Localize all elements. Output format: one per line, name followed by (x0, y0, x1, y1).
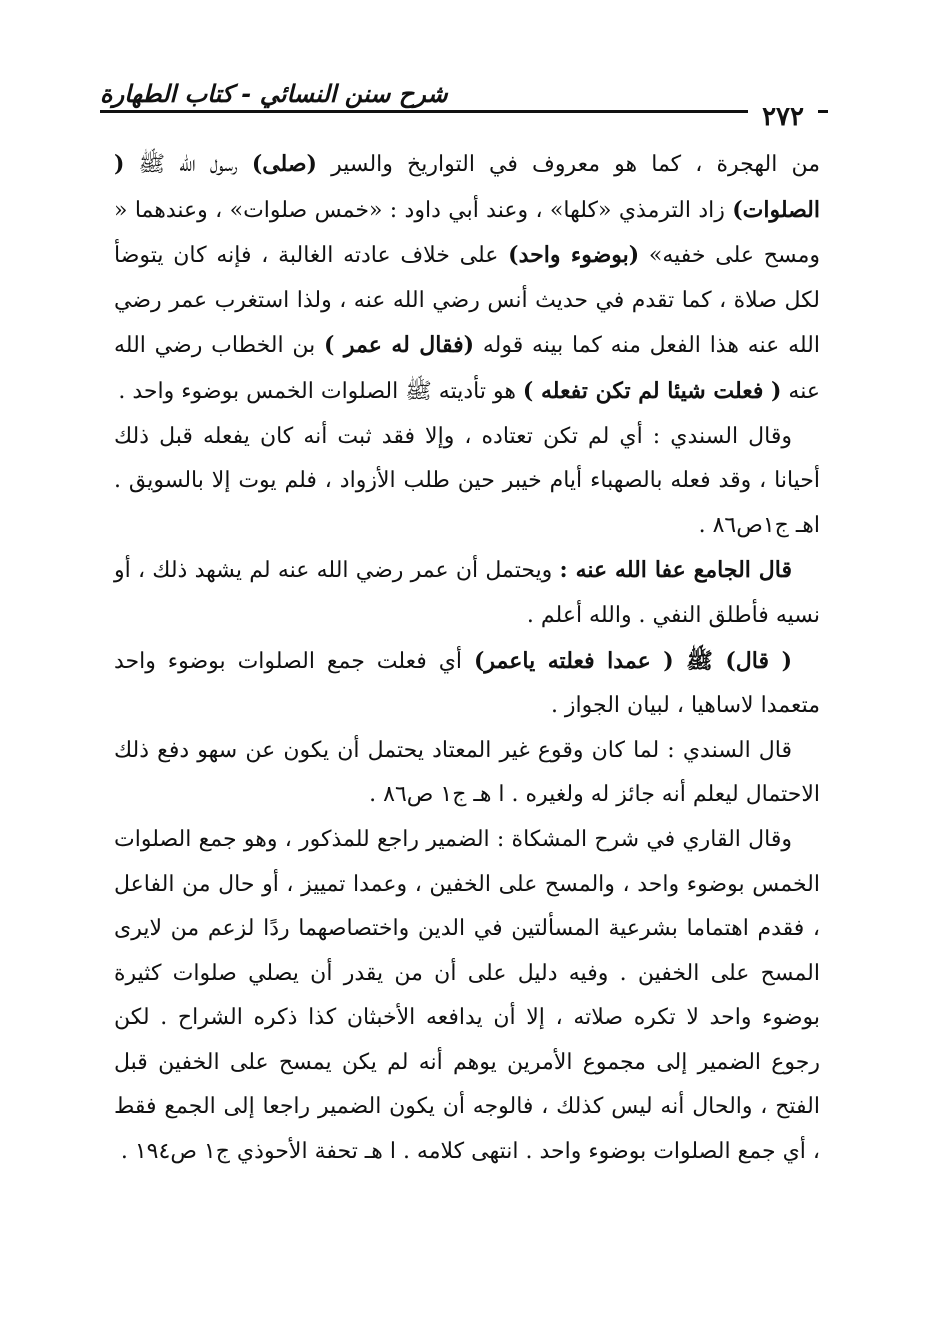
text-run: على خلاف عادته الغالبة ، فإنه كان يتوضأ لكل صلاة ، كما تقدم في حديث أنس رضي الله عنه ، ولذا استغرب عمر رضي الله عنه هذا الفعل منه كما بينه قوله (114, 243, 820, 359)
bold-phrase: ( فعلت شيئا لم تكن تفعله ) (522, 377, 782, 404)
header-rule (100, 110, 828, 113)
text-run: بن الخطاب رضي الله عنه (114, 333, 820, 404)
text-run: من الهجرة ، كما هو معروف في التواريخ والسير (316, 152, 820, 177)
paragraph (114, 142, 820, 415)
bold-phrase: (بوضوء واحد) (508, 242, 640, 269)
bold-phrase: (فقال له عمر ) (324, 332, 475, 359)
text-run: وقال السندي : أي لم تكن تعتاده ، وإلا فقد ثبت أنه كان يفعله قبل ذلك أحيانا ، وقد فعله بالصهباء أيام خيبر حين طلب الأزواد ، فلم يوت إلا بالسويق . اهـ ج١ص٨٦ . (114, 423, 820, 538)
bold-phrase: ( الصلوات) (114, 151, 820, 223)
page-header (100, 72, 828, 132)
running-title: شرح سنن النسائي - كتاب الطهارة (100, 80, 448, 108)
paragraph (114, 818, 820, 1175)
text-run: رسول الله ﷺ (124, 152, 252, 177)
paragraph (114, 639, 820, 729)
bold-phrase: قال الجامع عفا الله عنه : (559, 557, 792, 584)
text-run: وقال القاري في شرح المشكاة : الضمير راجع للمذكور ، وهو جمع الصلوات الخمس بوضوء واحد ، والمسح على الخفين ، وعمدا تمييز ، أو حال من الفاعل ، فقدم اهتماما بشرعية المسألتين في الدين واختصاصهما ردًا لزعم من لايرى المسح على الخفين . وفيه دليل على أن من يقدر أن يصلي صلوات كثيرة بوضوء واحد لا تكره صلاته ، إلا أن يدافعه الأخبثان كذا ذكره الشراح . لكن رجوع الضمير إلى مجموع الأمرين يوهم أنه لم يكن يمسح على الخفين قبل الفتح ، والحال أنه ليس كذلك ، فالوجه أن يكون الضمير راجعا إلى الجمع فقط ، أي جمع الصلوات بوضوء واحد . انتهى كلامه . ا هـ تحفة الأحوذي ج١ ص١٩٤ . (114, 826, 820, 1165)
paragraph (114, 729, 820, 818)
bold-phrase: (صلى) (251, 151, 317, 177)
bold-phrase: ( قال) ﷺ ( عمدا فعلته ياعمر) (473, 647, 792, 674)
text-run: زاد الترمذي «كلها» ، وعند أبي داود : «خمس صلوات» ، وعندهما « ومسح على خفيه» (114, 197, 820, 269)
text-run: ويحتمل أن عمر رضي الله عنه لم يشهد ذلك ، أو نسيه فأطلق النفي . والله أعلم . (114, 558, 820, 628)
text-run: قال السندي : لما كان وقوع غير المعتاد يحتمل أن يكون عن سهو دفع ذلك الاحتمال ليعلم أنه جائز له ولغيره . ا هـ ج١ ص٨٦ . (114, 737, 820, 808)
page-number: ٢٧٢ (748, 102, 818, 132)
paragraph (114, 415, 820, 549)
paragraph (114, 548, 820, 638)
text-run: أي فعلت جمع الصلوات بوضوء واحد متعمدا لاساهيا ، لبيان الجواز . (114, 648, 820, 719)
body-text (114, 142, 820, 1175)
text-run: هو تأديته ﷺ الصلوات الخمس بوضوء واحد . (118, 378, 523, 404)
